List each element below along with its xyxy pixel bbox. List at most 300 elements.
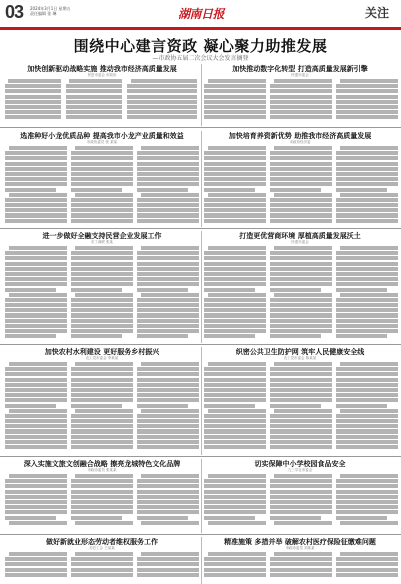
text-line xyxy=(270,262,332,266)
text-line xyxy=(71,256,133,260)
text-line xyxy=(336,188,387,192)
text-line xyxy=(66,84,122,88)
text-line xyxy=(340,146,398,150)
text-line xyxy=(270,89,332,93)
text-line xyxy=(5,324,67,328)
text-line xyxy=(270,324,332,328)
text-line xyxy=(336,329,398,333)
text-line xyxy=(270,288,321,292)
text-line xyxy=(270,267,332,271)
text-line xyxy=(5,167,67,171)
text-line xyxy=(5,272,67,276)
text-line xyxy=(8,79,61,83)
text-line xyxy=(208,474,266,478)
text-line xyxy=(204,484,266,488)
text-line xyxy=(336,383,398,387)
text-line xyxy=(204,115,266,119)
text-line xyxy=(270,110,332,114)
article-4-body-col3 xyxy=(336,146,398,226)
newspaper-logo: 湖南日报 xyxy=(178,7,225,21)
text-line xyxy=(75,362,133,366)
text-line xyxy=(71,505,133,509)
text-line xyxy=(336,308,398,312)
text-line xyxy=(9,474,67,478)
text-line xyxy=(137,424,199,428)
text-line xyxy=(340,552,398,556)
text-line xyxy=(336,84,398,88)
text-line xyxy=(137,398,199,402)
text-line xyxy=(270,213,332,217)
article-8-body-col2 xyxy=(270,362,332,454)
text-line xyxy=(204,435,266,439)
text-line xyxy=(336,288,387,292)
text-line xyxy=(71,282,133,286)
text-line xyxy=(270,414,332,418)
text-line xyxy=(270,573,332,577)
row-divider xyxy=(0,534,401,535)
text-line xyxy=(204,95,266,99)
text-line xyxy=(270,319,332,323)
text-line xyxy=(270,282,332,286)
text-line xyxy=(75,474,133,478)
text-line xyxy=(71,203,133,207)
text-line xyxy=(270,329,332,333)
text-line xyxy=(75,146,133,150)
text-line xyxy=(5,383,67,387)
text-line xyxy=(270,156,332,160)
article-2-byline: 民盟市委会 xyxy=(291,73,309,77)
text-line xyxy=(204,404,255,408)
text-line xyxy=(66,89,122,93)
text-line xyxy=(204,490,266,494)
text-line xyxy=(9,293,67,297)
article-1-title: 加快创新驱动战略实施 推动我市经济高质量发展 xyxy=(27,64,177,73)
text-line xyxy=(137,303,199,307)
text-line xyxy=(270,490,332,494)
text-line xyxy=(137,308,199,312)
text-line xyxy=(5,267,67,271)
text-line xyxy=(71,213,133,217)
text-line xyxy=(137,429,199,433)
text-line xyxy=(204,372,266,376)
text-line xyxy=(137,334,188,338)
text-line xyxy=(71,303,133,307)
text-line xyxy=(127,110,197,114)
text-line xyxy=(208,293,266,297)
text-line xyxy=(336,435,398,439)
text-line xyxy=(270,256,332,260)
text-line xyxy=(204,219,266,223)
text-line xyxy=(5,115,61,119)
text-line xyxy=(204,383,266,387)
text-line xyxy=(204,429,266,433)
text-line xyxy=(71,573,133,577)
text-line xyxy=(5,208,67,212)
text-line xyxy=(5,372,67,376)
text-line xyxy=(204,393,266,397)
column-divider xyxy=(201,131,202,227)
column-divider xyxy=(201,459,202,533)
text-line xyxy=(71,262,133,266)
text-line xyxy=(141,362,199,366)
text-line xyxy=(208,362,266,366)
text-line xyxy=(9,409,67,413)
text-line xyxy=(270,424,332,428)
text-line xyxy=(270,182,332,186)
text-line xyxy=(336,562,398,566)
article-8-body-col1 xyxy=(204,362,266,454)
text-line xyxy=(71,272,133,276)
text-line xyxy=(270,272,332,276)
text-line xyxy=(5,262,67,266)
article-2-title: 加快推动数字化转型 打造高质量发展新引擎 xyxy=(232,64,368,73)
text-line xyxy=(204,203,266,207)
text-line xyxy=(137,329,199,333)
text-line xyxy=(274,521,332,525)
article-9-body-col2 xyxy=(71,474,133,531)
text-line xyxy=(270,84,332,88)
text-line xyxy=(5,162,67,166)
text-line xyxy=(71,500,133,504)
text-line xyxy=(270,568,332,572)
article-6-byline: 民建市委会 xyxy=(291,240,309,244)
article-9-byline: 市政协委员 张某某 xyxy=(87,468,117,472)
text-line xyxy=(137,262,199,266)
text-line xyxy=(137,272,199,276)
text-line xyxy=(270,495,332,499)
text-line xyxy=(336,203,398,207)
text-line xyxy=(137,414,199,418)
text-line xyxy=(141,146,199,150)
text-line xyxy=(5,105,61,109)
text-line xyxy=(71,557,133,561)
text-line xyxy=(336,324,398,328)
text-line xyxy=(204,167,266,171)
text-line xyxy=(71,398,133,402)
text-line xyxy=(270,162,332,166)
text-line xyxy=(5,277,67,281)
text-line xyxy=(127,105,197,109)
text-line xyxy=(5,172,67,176)
text-line xyxy=(270,378,332,382)
text-line xyxy=(71,324,133,328)
text-line xyxy=(270,303,332,307)
text-line xyxy=(9,362,67,366)
text-line xyxy=(127,100,197,104)
text-line xyxy=(141,246,199,250)
text-line xyxy=(66,110,122,114)
text-line xyxy=(5,213,67,217)
article-11-body-col1 xyxy=(5,552,67,582)
text-line xyxy=(336,172,398,176)
text-line xyxy=(204,84,266,88)
text-line xyxy=(204,198,266,202)
text-line xyxy=(137,490,199,494)
text-line xyxy=(5,562,67,566)
text-line xyxy=(5,557,67,561)
text-line xyxy=(336,95,398,99)
text-line xyxy=(204,557,266,561)
text-line xyxy=(274,246,332,250)
text-line xyxy=(5,378,67,382)
text-line xyxy=(71,319,133,323)
text-line xyxy=(127,89,197,93)
text-line xyxy=(5,435,67,439)
text-line xyxy=(336,272,398,276)
text-line xyxy=(5,568,67,572)
text-line xyxy=(270,334,321,338)
text-line xyxy=(274,474,332,478)
text-line xyxy=(137,484,199,488)
article-7-body-col1 xyxy=(5,362,67,454)
article-6-title: 打造更优营商环境 厚植高质量发展沃土 xyxy=(239,231,361,240)
text-line xyxy=(270,372,332,376)
text-line xyxy=(5,288,56,292)
text-line xyxy=(5,303,67,307)
text-line xyxy=(270,419,332,423)
text-line xyxy=(204,105,266,109)
text-line xyxy=(204,100,266,104)
text-line xyxy=(204,329,266,333)
text-line xyxy=(336,267,398,271)
article-1-byline: 民进市委会 市政协 xyxy=(87,73,117,77)
article-5-title: 进一步做好全融支持民营企业发展工作 xyxy=(42,231,162,240)
text-line xyxy=(137,378,199,382)
article-12-body-col2 xyxy=(270,552,332,582)
text-line xyxy=(71,329,133,333)
text-line xyxy=(9,193,67,197)
article-12-body-col1 xyxy=(204,552,266,582)
text-line xyxy=(75,552,133,556)
text-line xyxy=(137,419,199,423)
text-line xyxy=(336,516,387,520)
page-header xyxy=(0,0,401,32)
text-line xyxy=(137,388,199,392)
article-4-title: 加快培育养资新优势 助推我市经济高质量发展 xyxy=(228,131,372,140)
text-line xyxy=(208,146,266,150)
text-line xyxy=(71,419,133,423)
text-line xyxy=(336,429,398,433)
text-line xyxy=(270,188,321,192)
text-line xyxy=(71,404,122,408)
text-line xyxy=(204,256,266,260)
text-line xyxy=(204,313,266,317)
text-line xyxy=(71,479,133,483)
article-1-body-col2 xyxy=(66,79,122,125)
text-line xyxy=(71,510,133,514)
text-line xyxy=(270,505,332,509)
text-line xyxy=(336,256,398,260)
text-line xyxy=(137,324,199,328)
text-line xyxy=(204,208,266,212)
text-line xyxy=(75,246,133,250)
text-line xyxy=(204,303,266,307)
text-line xyxy=(270,516,321,520)
article-8-byline: 农工党市委会 陈某某 xyxy=(283,356,317,360)
article-8-body-col3 xyxy=(336,362,398,454)
article-12-title: 精准施策 多措并举 破解农村医疗保险征缴难问题 xyxy=(224,537,376,546)
article-5-byline: 市工商联 张某 xyxy=(90,240,114,244)
text-line xyxy=(71,298,133,302)
text-line xyxy=(141,409,199,413)
text-line xyxy=(137,435,199,439)
text-line xyxy=(71,429,133,433)
text-line xyxy=(5,398,67,402)
text-line xyxy=(204,188,255,192)
text-line xyxy=(137,156,199,160)
text-line xyxy=(336,398,398,402)
text-line xyxy=(336,177,398,181)
text-line xyxy=(270,177,332,181)
text-line xyxy=(270,557,332,561)
text-line xyxy=(336,151,398,155)
text-line xyxy=(137,219,199,223)
text-line xyxy=(71,156,133,160)
text-line xyxy=(204,213,266,217)
text-line xyxy=(137,177,199,181)
text-line xyxy=(208,552,266,556)
text-line xyxy=(340,79,398,83)
text-line xyxy=(137,562,199,566)
text-line xyxy=(137,568,199,572)
text-line xyxy=(5,334,56,338)
text-line xyxy=(137,282,199,286)
text-line xyxy=(208,193,266,197)
text-line xyxy=(336,419,398,423)
article-10-body-col2 xyxy=(270,474,332,531)
text-line xyxy=(204,378,266,382)
text-line xyxy=(5,156,67,160)
text-line xyxy=(204,277,266,281)
text-line xyxy=(137,393,199,397)
text-line xyxy=(5,308,67,312)
text-line xyxy=(9,521,67,525)
text-line xyxy=(9,552,67,556)
text-line xyxy=(5,182,67,186)
text-line xyxy=(71,167,133,171)
article-6-body-col1 xyxy=(204,246,266,341)
text-line xyxy=(204,288,255,292)
text-line xyxy=(71,219,133,223)
article-7-body-col3 xyxy=(137,362,199,454)
text-line xyxy=(5,329,67,333)
text-line xyxy=(336,573,398,577)
article-5-body-col3 xyxy=(137,246,199,341)
text-line xyxy=(336,557,398,561)
text-line xyxy=(336,313,398,317)
text-line xyxy=(204,510,266,514)
text-line xyxy=(204,172,266,176)
text-line xyxy=(137,479,199,483)
text-line xyxy=(204,500,266,504)
article-3-body-col2 xyxy=(71,146,133,226)
text-line xyxy=(127,84,197,88)
text-line xyxy=(71,182,133,186)
text-line xyxy=(270,445,332,449)
text-line xyxy=(141,474,199,478)
text-line xyxy=(340,246,398,250)
text-line xyxy=(270,404,321,408)
text-line xyxy=(340,474,398,478)
text-line xyxy=(71,435,133,439)
article-2-body-col2 xyxy=(270,79,332,125)
text-line xyxy=(270,388,332,392)
article-11-body-col2 xyxy=(71,552,133,582)
article-8-title: 织密公共卫生防护网 筑牢人民健康安全线 xyxy=(235,347,365,356)
text-line xyxy=(204,573,266,577)
text-line xyxy=(66,115,122,119)
text-line xyxy=(270,167,332,171)
article-4-byline: 市政协经济委 xyxy=(289,140,311,144)
text-line xyxy=(336,167,398,171)
text-line xyxy=(71,414,133,418)
text-line xyxy=(137,203,199,207)
text-line xyxy=(5,282,67,286)
text-line xyxy=(137,440,199,444)
text-line xyxy=(336,445,398,449)
article-7-title: 加快农村水利建设 更好服务乡村振兴 xyxy=(44,347,160,356)
article-9-body-col1 xyxy=(5,474,67,531)
text-line xyxy=(336,282,398,286)
article-1-body-col1 xyxy=(5,79,61,125)
text-line xyxy=(71,308,133,312)
article-6-body-col3 xyxy=(336,246,398,341)
text-line xyxy=(71,388,133,392)
article-11-title: 做好新就业形态劳动者维权服务工作 xyxy=(46,537,158,546)
text-line xyxy=(75,409,133,413)
text-line xyxy=(71,334,122,338)
text-line xyxy=(336,105,398,109)
text-line xyxy=(66,105,122,109)
text-line xyxy=(66,100,122,104)
text-line xyxy=(336,251,398,255)
text-line xyxy=(71,188,122,192)
text-line xyxy=(336,208,398,212)
text-line xyxy=(204,440,266,444)
text-line xyxy=(204,505,266,509)
text-line xyxy=(137,188,188,192)
text-line xyxy=(336,378,398,382)
text-line xyxy=(5,510,67,514)
text-line xyxy=(5,388,67,392)
text-line xyxy=(336,213,398,217)
text-line xyxy=(75,193,133,197)
text-line xyxy=(71,568,133,572)
article-5-body-col1 xyxy=(5,246,67,341)
article-10-byline: 九三学社市委会 xyxy=(287,468,313,472)
text-line xyxy=(71,367,133,371)
text-line xyxy=(5,490,67,494)
text-line xyxy=(336,568,398,572)
text-line xyxy=(137,505,199,509)
text-line xyxy=(5,414,67,418)
text-line xyxy=(71,162,133,166)
text-line xyxy=(71,495,133,499)
text-line xyxy=(71,445,133,449)
text-line xyxy=(204,495,266,499)
text-line xyxy=(274,79,332,83)
text-line xyxy=(71,440,133,444)
article-3-body-col3 xyxy=(137,146,199,226)
article-10-body-col3 xyxy=(336,474,398,531)
text-line xyxy=(336,393,398,397)
text-line xyxy=(137,182,199,186)
text-line xyxy=(5,573,67,577)
text-line xyxy=(270,198,332,202)
text-line xyxy=(336,182,398,186)
text-line xyxy=(270,308,332,312)
article-9-title: 深入实施文旅文创融合战略 擦亮龙城特色文化品牌 xyxy=(23,459,181,468)
